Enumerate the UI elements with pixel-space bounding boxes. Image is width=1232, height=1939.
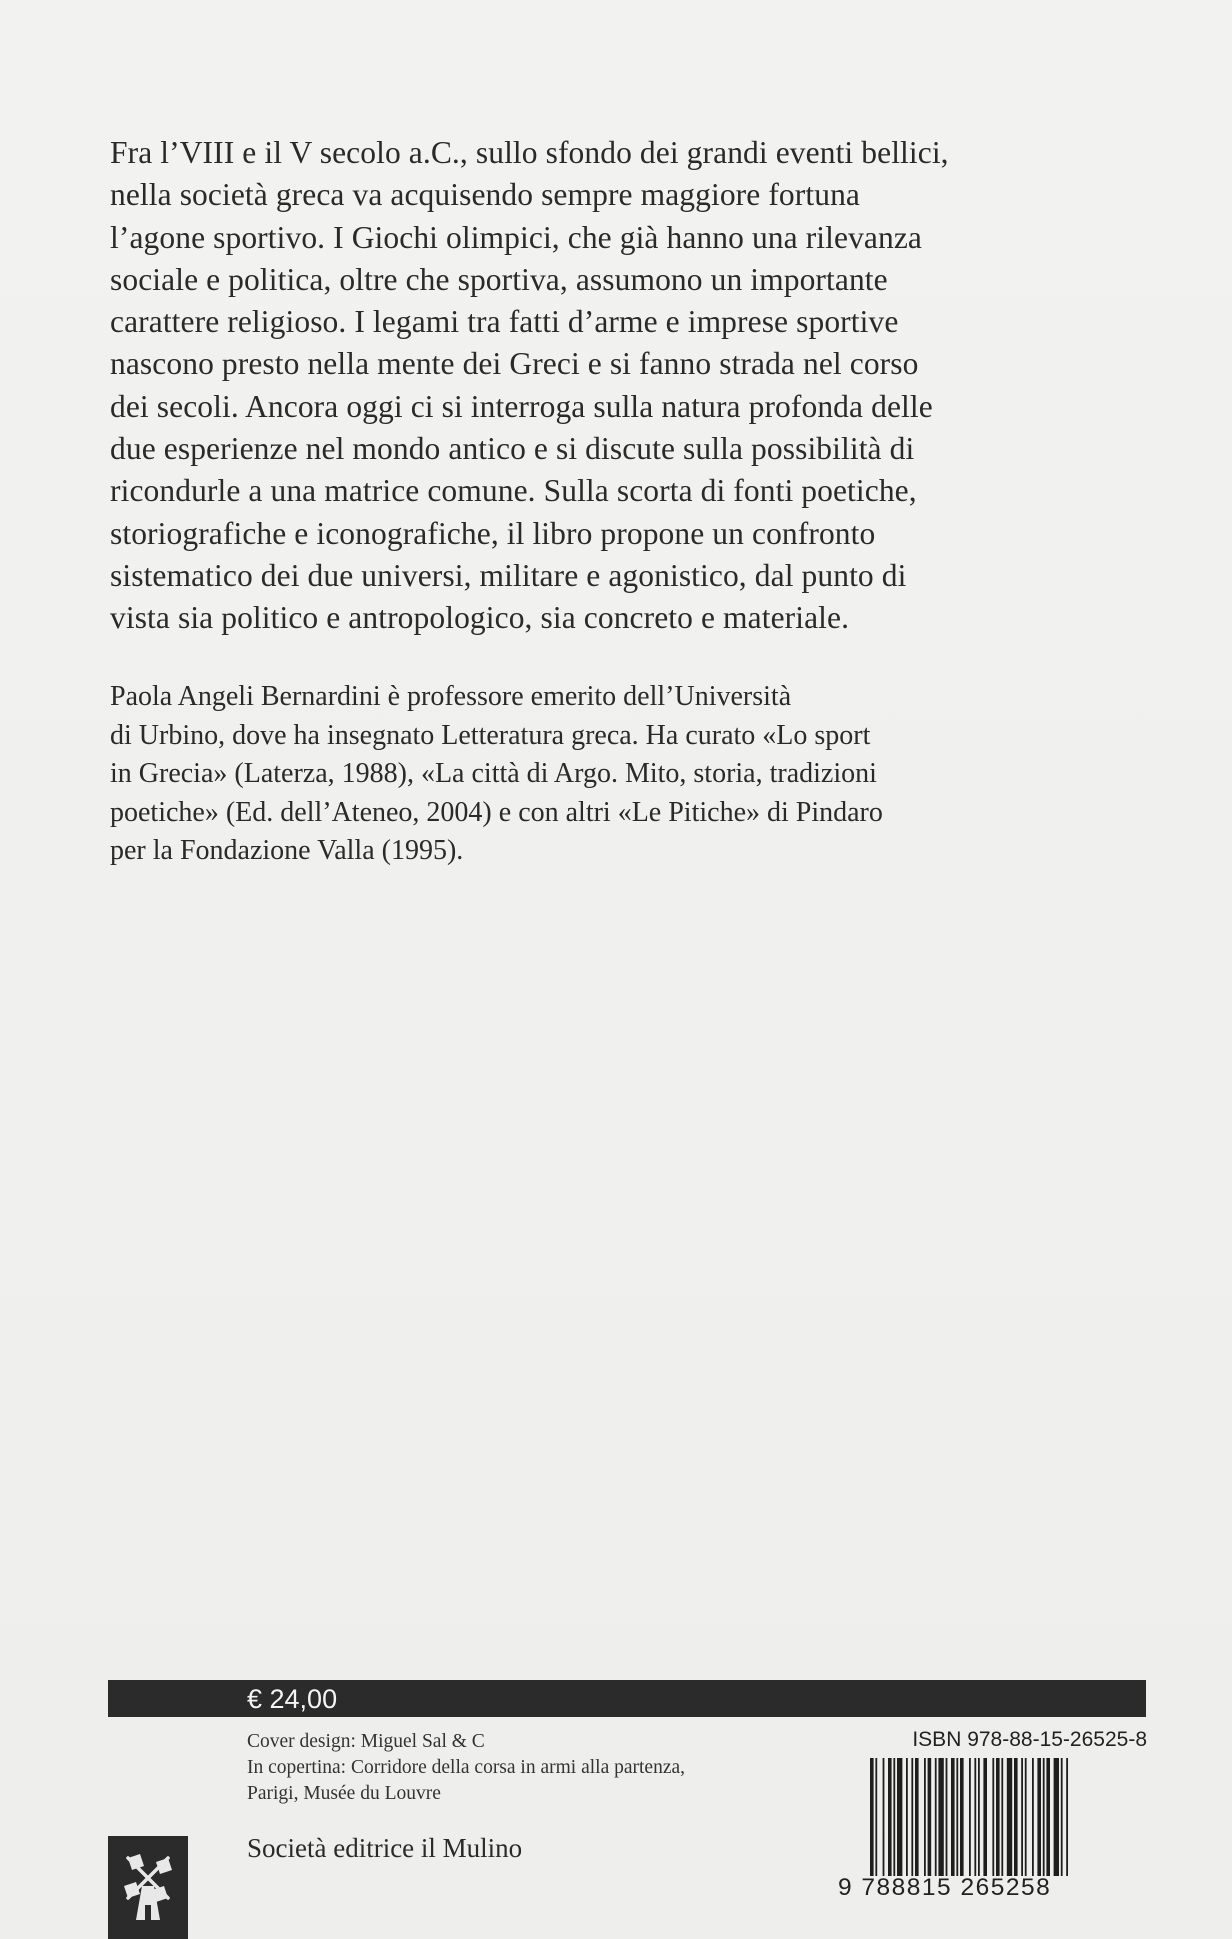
barcode-bar bbox=[951, 1758, 955, 1876]
cover-image-location: Parigi, Musée du Louvre bbox=[247, 1783, 441, 1804]
barcode-bar bbox=[906, 1758, 908, 1876]
barcode-bar bbox=[996, 1758, 1000, 1876]
barcode-bar bbox=[969, 1758, 971, 1876]
barcode-bar bbox=[938, 1758, 943, 1876]
publisher-name: Società editrice il Mulino bbox=[247, 1833, 523, 1863]
barcode-bar bbox=[897, 1758, 902, 1876]
barcode-bar bbox=[883, 1758, 885, 1876]
barcode-bar bbox=[1037, 1758, 1041, 1876]
blurb-line: due esperienze nel mondo antico e si discute sulla possibilità di bbox=[110, 431, 915, 467]
blurb-line: l’agone sportivo. I Giochi olimpici, che già hanno una rilevanza bbox=[110, 219, 923, 255]
barcode-bar bbox=[911, 1758, 913, 1876]
blurb-line: sociale e politica, oltre che sportiva, assumono un importante bbox=[110, 261, 888, 297]
barcode-bar bbox=[1025, 1758, 1027, 1876]
isbn-label: ISBN 978-88-15-26525-8 bbox=[912, 1728, 1147, 1751]
bio-line: in Grecia» (Laterza, 1988), «La città di Argo. Mito, storia, tradizioni bbox=[110, 758, 877, 789]
publisher-logo bbox=[108, 1836, 188, 1939]
barcode-bar bbox=[1061, 1758, 1063, 1876]
barcode-bar bbox=[935, 1758, 937, 1876]
cover-design-credit: Cover design: Miguel Sal & C bbox=[247, 1731, 485, 1752]
barcode-bar bbox=[1043, 1758, 1045, 1876]
barcode-bar bbox=[1014, 1758, 1018, 1876]
barcode-bar bbox=[928, 1758, 932, 1876]
blurb-line: ricondurle a una matrice comune. Sulla scorta di fonti poetiche, bbox=[110, 473, 917, 509]
barcode-bar bbox=[888, 1758, 892, 1876]
blurb-line: Fra l’VIII e il V secolo a.C., sullo sfondo dei grandi eventi bellici, bbox=[110, 135, 949, 170]
bio-line: di Urbino, dove ha insegnato Letteratura greca. Ha curato «Lo sport bbox=[110, 719, 871, 751]
book-blurb bbox=[110, 132, 1120, 640]
barcode-bar bbox=[1066, 1758, 1068, 1876]
barcode-bar bbox=[1046, 1758, 1050, 1876]
barcode-bar bbox=[870, 1758, 874, 1876]
blurb-line: nascono presto nella mente dei Greci e si fanno strada nel corso bbox=[110, 346, 919, 382]
barcode-bar bbox=[893, 1758, 895, 1876]
barcode-bar bbox=[974, 1758, 976, 1876]
cover-image-credit: In copertina: Corridore della corsa in armi alla partenza, bbox=[247, 1757, 686, 1778]
barcode-bar bbox=[956, 1758, 958, 1876]
blurb-line: nella società greca va acquisendo sempre maggiore fortuna bbox=[110, 177, 860, 213]
bio-line: Paola Angeli Bernardini è professore emerito dell’Università bbox=[110, 681, 792, 712]
blurb-line: sistematico dei due universi, militare e agonistico, dal punto di bbox=[110, 557, 907, 593]
barcode-bar bbox=[946, 1758, 948, 1876]
blurb-line: storiografiche e iconografiche, il libro propone un confronto bbox=[110, 515, 876, 551]
barcode-bar bbox=[978, 1758, 980, 1876]
blurb-line: carattere religioso. I legami tra fatti d’arme e imprese sportive bbox=[110, 304, 899, 340]
author-bio bbox=[110, 678, 1120, 871]
barcode-bar bbox=[1001, 1758, 1003, 1876]
barcode-bar bbox=[1021, 1758, 1023, 1876]
price-label: € 24,00 bbox=[247, 1684, 338, 1714]
barcode-digits: 9 788815 265258 bbox=[838, 1874, 1052, 1901]
barcode-bar bbox=[983, 1758, 987, 1876]
barcode-bar bbox=[1032, 1758, 1034, 1876]
bio-line: per la Fondazione Valla (1995). bbox=[110, 835, 464, 866]
barcode-bar bbox=[960, 1758, 964, 1876]
windmill-icon bbox=[120, 1850, 176, 1924]
barcode-bar bbox=[924, 1758, 926, 1876]
barcode-bar bbox=[992, 1758, 994, 1876]
barcode-bar bbox=[1007, 1758, 1012, 1876]
blurb-line: vista sia politico e antropologico, sia concreto e materiale. bbox=[110, 600, 850, 636]
barcode-bar bbox=[1054, 1758, 1059, 1876]
isbn-barcode bbox=[866, 1758, 1132, 1883]
barcode-bar bbox=[875, 1758, 877, 1876]
bio-line: poetiche» (Ed. dell’Ateneo, 2004) e con altri «Le Pitiche» di Pindaro bbox=[110, 796, 883, 828]
barcode-bar bbox=[915, 1758, 919, 1876]
cover-credits bbox=[247, 1729, 847, 1807]
blurb-line: dei secoli. Ancora oggi ci si interroga sulla natura profonda delle bbox=[110, 388, 933, 424]
